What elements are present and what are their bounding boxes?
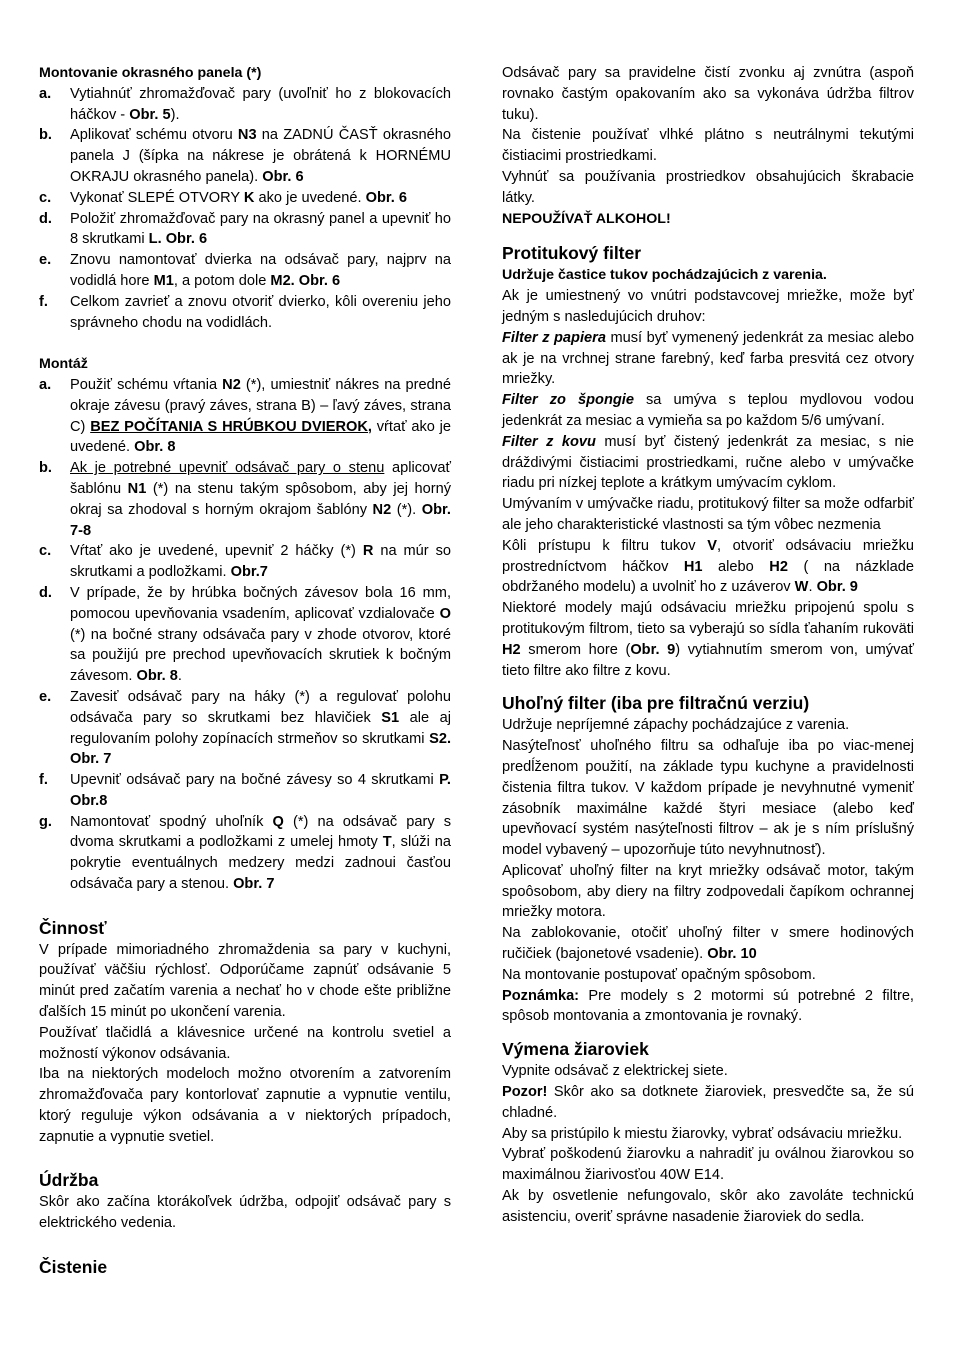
udrzba-body [39,1192,451,1234]
list-item-text: Použiť schému vŕtania N2 (*), umiestniť nákres na predné okraje závesu (pravý záves, strana B) – ľavý záves, strana C) BEZ POČÍTANIA S HRÚBKOU DVIEROK, vŕtať ako je uvedené. Obr. 8 [70,376,451,456]
paragraph: Niektoré modely majú odsávaciu mriežku pripojenú spolu s protitukovým filtrom, tieto sa vyberajú so sídla ťahaním rukoväti H2 smerom hore (Obr. 9) vytiahnutím smerom von, umývať tieto filtre ako filtre z kovu. [502,600,914,679]
heading-udrzba: Údržba [39,1170,99,1191]
paragraph: Aplicovať uhoľný filter na kryt mriežky odsávač motor, takým spoôsobom, aby diery na filtry zodpovedali čapíkom ochrannej mriežky motora. [502,862,914,921]
paragraph: Filter z papiera musí byť vymenený jedenkrát za mesiac alebo ak je na vrchnej strane farebný, keď farba presvitá cez otvory mriežky. [502,329,914,388]
alkohol-warning: NEPOUŽÍVAŤ ALKOHOL! [502,210,671,227]
list-item-text: Vŕtať ako je uvedené, upevniť 2 háčky (*) R na múr so skrutkami a podložkami. Obr.7 [70,543,451,581]
list-marker: a. [39,85,52,102]
montaz-item [39,770,451,812]
cistenie-body [502,63,914,209]
paragraph: Filter z kovu musí byť čistený jedenkrát za mesiac, s nie dráždivými čistiacimi prostriedkami, ručne alebo v umývačke riadu pri nízkej teplote a krátkym umývacím cyklom. [502,433,914,492]
paragraph: Vyhnúť sa používania prostriedkov obsahujúcich škrabacie látky. [502,168,914,206]
heading-cinnost: Činnosť [39,917,107,938]
list-marker: c. [39,189,52,206]
paragraph: Nasýteľnosť uhoľného filtru sa odhaľuje iba po viac-menej predĺženom použití, na základe typu kuchyne a pravidelnosti čistenia filtra tukov. V každom prípade je nevyhnutné vymeniť zásobník maximálne každé štyri mesiace (alebo keď upevňovací systém nasýteľnosti filtrov – ak je s ním príslušný model vybavený – upozorňuje túto nevyhnutnosť). [502,738,914,859]
list-item-text: V prípade, že by hrúbka bočných závesov bola 16 mm, pomocou upevňovania vsadením, aplicovať vzdialovače O (*) na bočné strany odsávača pary v zhode otvorov, ktoré sa použijú pre prechod upevňovacích skrutiek k bočným závesom. Obr. 8. [70,584,451,685]
heading-vymena: Výmena žiaroviek [502,1039,649,1060]
list-item-text: Aplikovať schému otvoru N3 na ZADNÚ ČASŤ okrasného panela J (šípka na nákrese je obrátená k HORNÉMU OKRAJU okrasného panela). Obr. 6 [70,127,451,185]
list-item-text: Namontovať spodný uhoľník Q (*) na odsávač pary s dvoma skrutkami a podložkami z umelej hmoty T, slúži na pokrytie eventuálnych medzery medzi zadnoui časťou odsávača pary a stenou. Obr. 7 [70,813,452,893]
paragraph: Odsávač pary sa pravidelne čistí zvonku aj zvnútra (aspoň rovnako častým opakovaním ako sa vykonáva údržba filtrov tuku). [502,65,914,123]
paragraph: Ak je umiestnený vo vnútri podstavcovej mriežke, može byť jedným s nasledujúcich druhov: [502,288,914,325]
list-item-text: Celkom zavrieť a znovu otvoriť dvierko, kôli overeniu jeho správneho chodu na vodidlách. [70,293,451,331]
paragraph: Umývaním v umývačke riadu, protitukový filter sa može odfarbiť ale jeho charakteristické vlastnosti sa tým vôbec nezmenia [502,496,914,533]
heading-protitukovy: Protitukový filter [502,243,642,264]
list-item-text: Položiť zhromažďovač pary na okrasný panel a upevniť ho 8 skrutkami L. Obr. 6 [70,210,451,248]
list-marker: g. [39,813,52,830]
cinnost-body [39,940,451,1148]
list-marker: f. [39,293,48,310]
montaz-item [39,375,451,458]
paragraph: Pozor! Skôr ako sa dotknete žiaroviek, presvedčte sa, že sú chladné. [502,1084,914,1121]
heading-uholny: Uhoľný filter (iba pre filtračnú verziu) [502,693,810,714]
section-title-montovanie: Montovanie okrasného panela (*) [39,65,262,81]
list-item-text: Znovu namontovať dvierka na odsávač pary, najprv na vodidlá hore M1, a potom dole M2. Obr. 6 [70,252,451,289]
list-item-text: Ak je potrebné upevniť odsávač pary o stenu aplicovať šablónu N1 (*) na stenu takým spôsobom, aby jej horný okraj sa zhodoval s horným okrajom šablóny N2 (*). Obr. 7-8 [70,460,451,539]
paragraph: V prípade mimoriadného zhromaždenia sa pary v kuchyni, používať väčšiu rýchlosť. Odporúčame zapnúť odsávanie 5 minút pred začatím varenia a nechať ho v chode ešte približne ďalších 15 minút po ukončení varenia. [39,941,451,1021]
protitukovy-body [502,286,914,681]
paragraph: Na zablokovanie, otočiť uhoľný filter v smere hodinových ručičiek (bajonetové vsadenie). Obr. 10 [502,925,914,963]
montaz-list [39,375,451,895]
list-marker: b. [39,460,52,477]
montovanie-item [39,292,451,334]
vymena-body [502,1061,914,1227]
list-item-text: Vytiahnúť zhromažďovač pary (uvoľniť ho z blokovacích háčkov - Obr. 5). [70,85,451,123]
subtitle-protitukovy: Udržuje častice tukov pochádzajúcich z varenia. [502,267,827,284]
montaz-item [39,687,451,770]
list-marker: d. [39,210,52,227]
montaz-item [39,583,451,687]
paragraph: Používať tlačidlá a klávesnice určené na kontrolu svetiel a možností výkonov odsávania. [39,1024,451,1062]
montovanie-item [39,209,451,251]
paragraph: Kôli prístupu k filtru tukov V, otvoriť odsávaciu mriežku prostredníctvom háčkov H1 alebo H2 ( na názklade obdržaného modelu) a uvolniť ho z uzáverov W. Obr. 9 [502,537,914,596]
montovanie-item [39,125,451,187]
paragraph: Ak by osvetlenie nefungovalo, skôr ako zavoláte technickú asistenciu, overiť správne nasadenie žiaroviek do sedla. [502,1188,914,1225]
list-marker: c. [39,543,52,560]
section-title-montaz: Montáž [39,356,88,373]
right-column [502,63,914,1228]
montaz-item [39,541,451,583]
montovanie-item [39,188,451,209]
paragraph: Iba na niektorých modeloch možno otvorením a zatvorením zhromažďovača pary kontorlovať zapnutie a vypnutie ventilu, ktorý reguluje výkon odsávania a v niektorých prípadoch, zapnutie a vypnutie svetiel. [39,1066,451,1145]
list-item-text: Zavesiť odsávač pary na háky (*) a regulovať polohu odsávača pary so skrutkami bez hlavičiek S1 ale aj regulovaním polohy zopínacích strmeňov so skrutkami S2. Obr. 7 [70,688,451,768]
montaz-item [39,458,451,541]
list-marker: e. [39,688,52,705]
paragraph: Skôr ako začína ktorákoľvek údržba, odpojiť odsávač pary s elektrického vedenia. [39,1194,451,1232]
paragraph: Na čistenie používať vlhké plátno s neutrálnymi tekutými čistiacimi prostriedkami. [502,127,914,165]
paragraph: Udržuje nepríjemné zápachy pochádzajúce z varenia. [502,717,850,734]
paragraph: Aby sa pristúpilo k miestu žiarovky, vybrať odsávaciu mriežku. [502,1125,903,1142]
list-marker: e. [39,252,52,269]
left-column [39,63,451,1279]
montovanie-item [39,250,451,292]
paragraph: Filter zo špongie sa umýva s teplou mydlovou vodou jedenkrát za mesiac a vymieňa sa po každom 5/6 umývaní. [502,392,914,429]
paragraph: Vybrať poškodenú žiarovku a nahradiť ju oválnou žiarovkou so maximálnou žiarivosťou 40W E14. [502,1146,914,1184]
list-marker: d. [39,584,52,601]
list-item-text: Upevniť odsávač pary na bočné závesy so 4 skrutkami P. Obr.8 [70,772,451,809]
montovanie-item [39,84,451,126]
montaz-item [39,812,451,895]
paragraph: Na montovanie postupovať opačným spôsobom. [502,966,816,983]
heading-cistenie: Čistenie [39,1256,108,1277]
paragraph: Vypnite odsávač z elektrickej siete. [502,1063,728,1080]
paragraph: Poznámka: Pre modely s 2 motormi sú potrebné 2 filtre, spôsob montovania a zmontovania je rovnaký. [502,987,914,1025]
list-item-text: Vykonať SLEPÉ OTVORY K ako je uvedené. Obr. 6 [70,189,407,206]
list-marker: b. [39,127,52,144]
uholny-body [502,715,914,1027]
list-marker: a. [39,376,52,393]
list-marker: f. [39,772,48,789]
montovanie-list [39,84,451,334]
